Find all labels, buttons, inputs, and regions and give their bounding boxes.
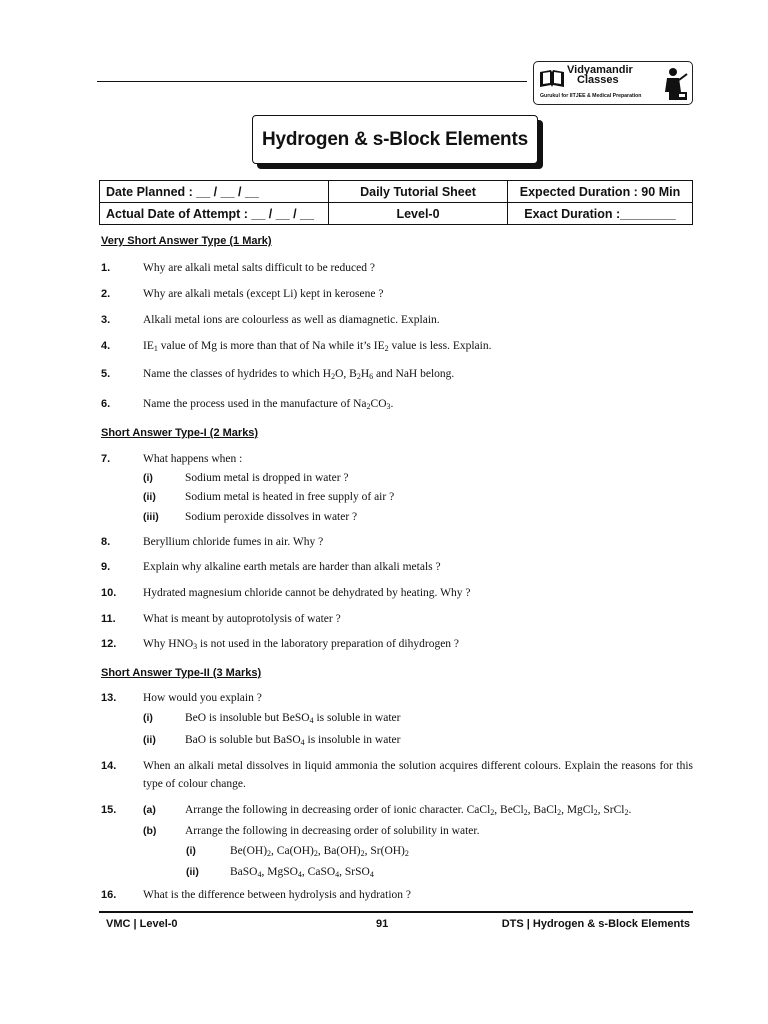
question-text: When an alkali metal dissolves in liquid ammonia the solution acquires different colours. Explain the reasons for this type of colour change. [143,760,693,790]
question-number: 7. [101,453,111,465]
sub-label: (iii) [143,511,159,523]
question-number: 4. [101,340,111,352]
vidyamandir-logo [533,61,693,105]
actual-date: Actual Date of Attempt : __ / __ / __ [100,203,329,225]
question-number: 12. [101,638,117,650]
logo-name [567,65,633,85]
question-text: Name the classes of hydrides to which $H_2O$, $B_2H_6$ and NaH belong. [143,368,455,381]
section-heading-short-2: Short Answer Type-II (3 Marks) [101,667,262,679]
question-text: Name the process used in the manufacture of $Na_2CO_3$. [143,398,394,411]
question-text: Why are alkali metals (except Li) kept in kerosene ? [143,288,384,300]
info-row-2 [100,203,693,225]
sub-label: (i) [186,845,196,857]
sub-label: (i) [143,472,153,484]
sub-label: (i) [143,712,153,724]
logo-name-line1: Vidyamandir [567,64,633,76]
question-number: 15. [101,804,117,816]
sheet-type: Daily Tutorial Sheet [329,181,508,203]
date-planned: Date Planned : __ / __ / __ [100,181,329,203]
question-number: 14. [101,760,117,772]
question-number: 8. [101,536,111,548]
sub-text: BaSO$_4$, MgSO$_4$, CaSO$_4$, SrSO$_4$ [230,866,374,879]
question-text: What is the difference between hydrolysis and hydration ? [143,889,412,901]
sub-label: (ii) [143,734,156,746]
sub-label: (ii) [143,491,156,503]
sub-text: Arrange the following in decreasing order of ionic character. CaCl$_2$, BeCl$_2$, BaCl$_2$, MgCl$_2$, SrCl$_2$. [185,804,632,817]
question-number: 3. [101,314,111,326]
header-rule [97,81,527,82]
sub-text: Sodium metal is heated in free supply of air ? [185,491,395,503]
section-heading-very-short: Very Short Answer Type (1 Mark) [101,235,272,247]
footer-right: DTS | Hydrogen & s-Block Elements [501,918,690,930]
logo-name-line2: Classes [577,74,619,86]
sub-text: Sodium peroxide dissolves in water ? [185,511,358,523]
title-box [252,115,538,164]
sub-text: $Be(OH)_2$, $Ca(OH)_2$, $Ba(OH)_2$, $Sr(OH)_2$ [230,845,409,858]
question-number: 10. [101,587,117,599]
footer-rule [99,911,693,913]
question-number: 6. [101,398,111,410]
sub-label: (ii) [186,866,199,878]
question-number: 11. [101,613,116,625]
sub-text: Sodium metal is dropped in water ? [185,472,349,484]
question-number: 9. [101,561,111,573]
question-number: 1. [101,262,111,274]
logo-tagline: Gurukul for IITJEE & Medical Preparation [540,93,642,99]
expected-duration: Expected Duration : 90 Min [508,181,693,203]
level: Level-0 [329,203,508,225]
sub-text: BaO is soluble but BaSO$_4$ is insoluble in water [185,734,401,747]
question-text: Alkali metal ions are colourless as well as diamagnetic. Explain. [143,314,440,326]
question-number: 2. [101,288,111,300]
footer-left: VMC | Level-0 [106,918,178,930]
page-title: Hydrogen & s-Block Elements [262,128,528,150]
question-text: $IE_1$ value of Mg is more than that of Na while it’s $IE_2$ value is less. Explain. [143,340,492,353]
exact-duration: Exact Duration :________ [508,203,693,225]
sub-text: BeO is insoluble but BeSO$_4$ is soluble in water [185,712,401,725]
question-text: How would you explain ? [143,692,262,704]
question-text: Why are alkali metal salts difficult to be reduced ? [143,262,375,274]
question-text: Explain why alkaline earth metals are harder than alkali metals ? [143,561,441,573]
book-icon [539,67,565,89]
question-number: 5. [101,368,111,380]
question-number: 16. [101,889,117,901]
info-table [99,180,693,225]
question-text: Why $HNO_3$ is not used in the laboratory preparation of dihydrogen ? [143,638,460,651]
teacher-icon [661,66,689,102]
sub-label: (b) [143,825,157,837]
sub-text: Arrange the following in decreasing order of solubility in water. [185,825,480,837]
section-heading-short-1: Short Answer Type-I (2 Marks) [101,427,259,439]
sub-label: (a) [143,804,156,816]
question-text: Beryllium chloride fumes in air. Why ? [143,536,324,548]
question-number: 13. [101,692,117,704]
question-text: Hydrated magnesium chloride cannot be dehydrated by heating. Why ? [143,587,471,599]
page-number: 91 [376,918,389,930]
question-text: What is meant by autoprotolysis of water ? [143,613,341,625]
question-text: What happens when : [143,453,243,465]
info-row-1 [100,181,693,203]
